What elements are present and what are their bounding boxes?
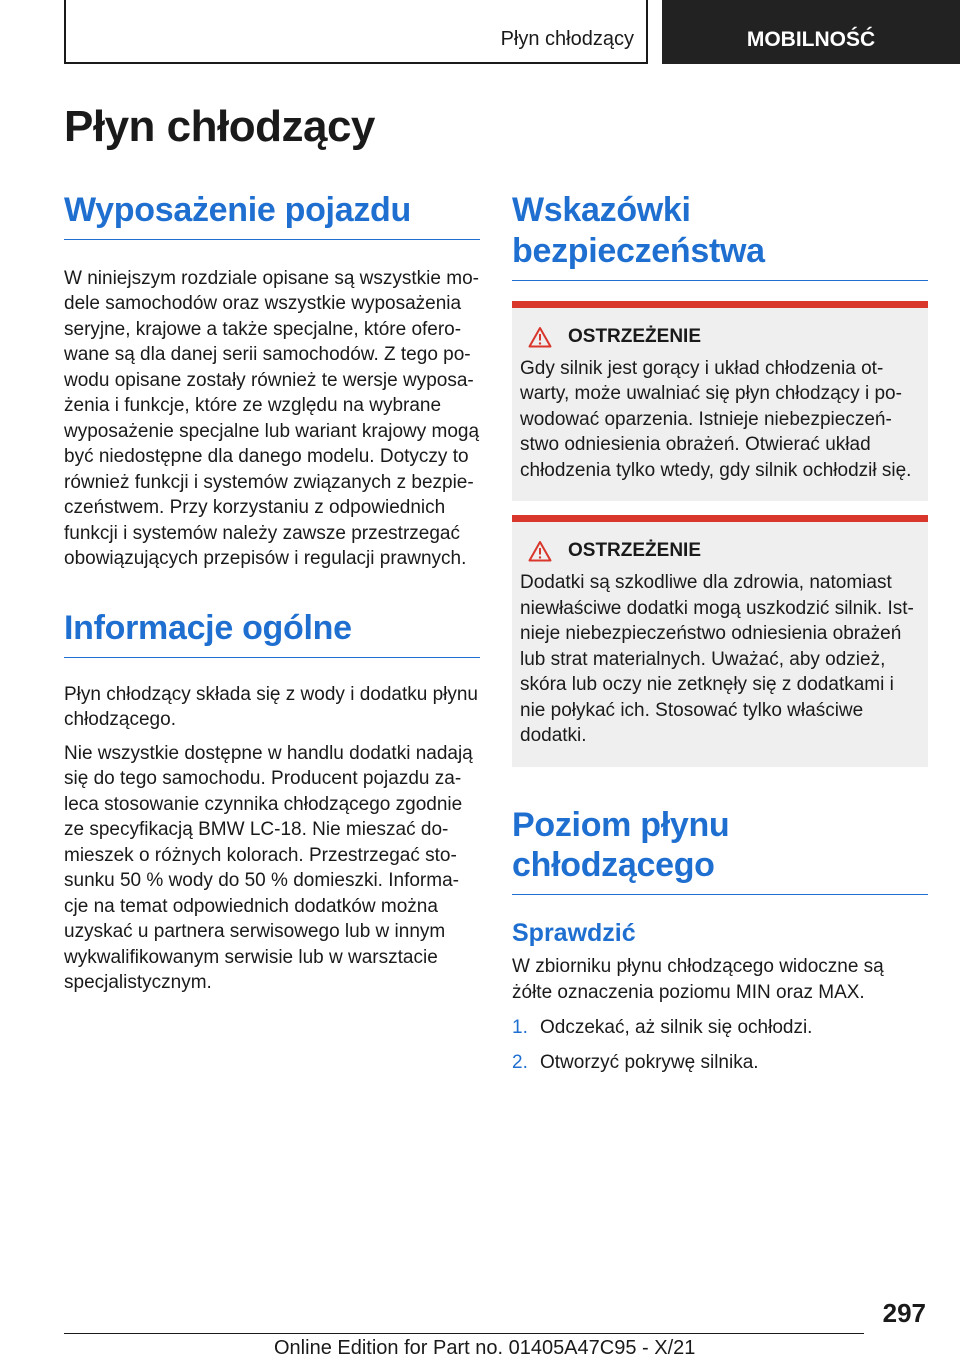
warning-triangle-icon (528, 326, 552, 348)
warning-box (512, 301, 928, 502)
check-subheading: Sprawdzić (512, 919, 636, 948)
step-number: 1. (512, 1017, 528, 1039)
warning-label: OSTRZEŻENIE (568, 540, 702, 562)
header-frame (64, 0, 648, 64)
warning-header (520, 540, 920, 562)
coolant-level-heading: Poziom płynu chłodzącego (512, 805, 928, 896)
safety-heading: Wskazówki bezpieczeństwa (512, 190, 928, 281)
warning-text: Gdy silnik jest gorący i układ chłodzenia ot-warty, może uwalniać się płyn chłodzący i po-wodować oparzenia. Istnieje niebezpieczeń-stwo odniesienia obrażeń. Otwierać układ chłodzenia tylko wtedy, gdy silnik ochłodził się. (520, 357, 912, 481)
step-number: 2. (512, 1051, 528, 1073)
equipment-heading: Wyposażenie pojazdu (64, 190, 480, 240)
warning-text: Dodatki są szkodliwe dla zdrowia, natomiast niewłaściwe dodatki mogą uszkodzić silnik. Ist-nieje niebezpieczeństwo odniesienia obrażeń lub strat materialnych. Uważać, aby odzież, skóra lub oczy nie zetknęły się z dodatkami i nie połykać ich. Stosować tylko właściwe dodatki. (520, 572, 914, 747)
page-number: 297 (882, 1298, 926, 1328)
footer-edition: Online Edition for Part no. 01405A47C95 - X/21 (274, 1337, 696, 1359)
warning-label: OSTRZEŻENIE (568, 325, 702, 347)
general-info-heading: Informacje ogólne (64, 608, 480, 658)
check-text: W zbiorniku płynu chłodzącego widoczne są żółte oznaczenia poziomu MIN oraz MAX. (512, 956, 884, 1003)
general-info-text-2: Nie wszystkie dostępne w handlu dodatki nadają się do tego samochodu. Producent pojazdu za-leca stosowanie czynnika chłodzącego zgodnie ze specyfikacją BMW LC-18. Nie mieszać do-mieszek o różnych kolorach. Przestrzegać sto-sunku 50 % wody do 50 % domieszki. Informa-cje na temat odpowiednich dodatków można uzyskać u partnera serwisowego lub w innym wykwalifikowanym serwisie lub w warsztacie specjalistycznym. (64, 742, 473, 994)
step-item (512, 1050, 928, 1076)
left-column (64, 190, 480, 996)
warning-triangle-icon (528, 540, 552, 562)
step-item (512, 1015, 928, 1041)
step-text: Otworzyć pokrywę silnika. (540, 1051, 759, 1073)
page-title: Płyn chłodzący (64, 102, 375, 151)
equipment-text: W niniejszym rozdziale opisane są wszystkie mo-dele samochodów oraz wszystkie wyposażenia seryjne, krajowe a także specjalne, które ofero-wane są dla danej serii samochodów. Z tego po-wodu opisane zostały również te wersje wyposa-żenia i funkcje, które ze względu na wybrane wyposażenie specjalne lub wariant krajowy mogą być niedostępne dla danego modelu. Dotyczy to również funkcji i systemów związanych z bezpie-czeństwem. Przy korzystaniu z odpowiednich funkcji i systemów należy zawsze przestrzegać obowiązujących przepisów i regulacji prawnych. (64, 267, 480, 570)
steps-list (512, 1015, 928, 1075)
general-info-text-1: Płyn chłodzący składa się z wody i dodatku płynu chłodzącego. (64, 683, 479, 731)
step-text: Odczekać, aż silnik się ochłodzi. (540, 1017, 813, 1039)
warning-box (512, 515, 928, 767)
right-column (512, 190, 928, 1084)
header-section-title: Płyn chłodzący (500, 28, 634, 50)
header-chapter-tab[interactable]: MOBILNOŚĆ (662, 0, 960, 64)
warning-header (520, 326, 920, 348)
